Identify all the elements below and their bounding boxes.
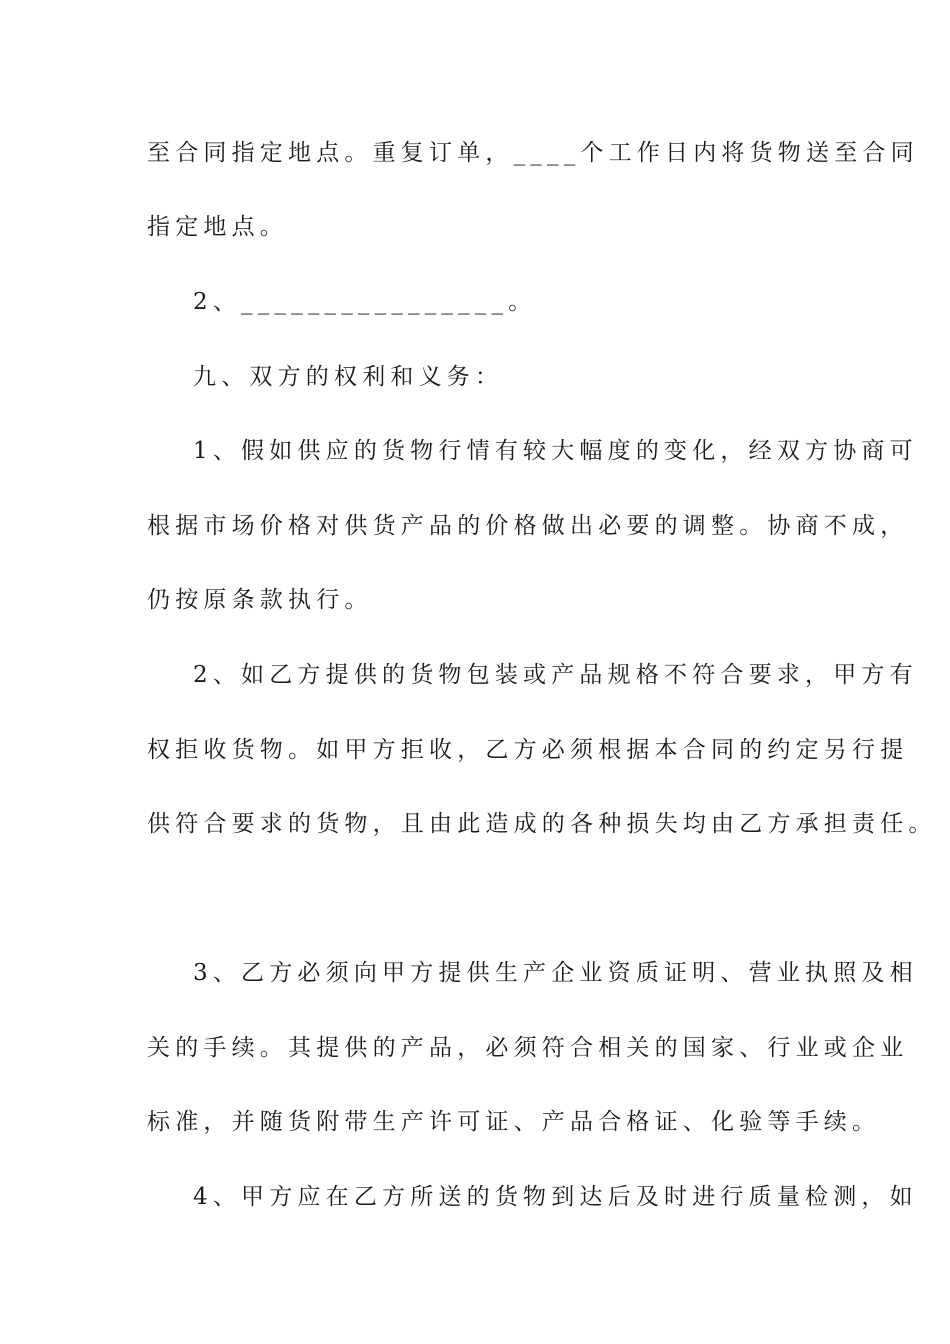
text-line: 2、________________。: [193, 289, 537, 315]
section-heading: 九、双方的权利和义务：: [193, 364, 504, 390]
text-line: 至合同指定地点。重复订单，____个工作日内将货物送至合同: [147, 140, 919, 166]
text-line: 4、甲方应在乙方所送的货物到达后及时进行质量检测，如: [193, 1184, 918, 1210]
text-line: 关的手续。其提供的产品，必须符合相关的国家、行业或企业: [147, 1035, 909, 1061]
text-line: 标准，并随货附带生产许可证、产品合格证、化验等手续。: [147, 1109, 881, 1135]
text-line: 根据市场价格对供货产品的价格做出必要的调整。协商不成，: [147, 513, 909, 539]
text-line: 2、如乙方提供的货物包装或产品规格不符合要求，甲方有: [193, 662, 918, 688]
text-line: 供符合要求的货物，且由此造成的各种损失均由乙方承担责任。: [147, 811, 937, 837]
text-line: 仍按原条款执行。: [147, 587, 373, 613]
text-line: 1、假如供应的货物行情有较大幅度的变化，经双方协商可: [193, 438, 918, 464]
text-line: 权拒收货物。如甲方拒收，乙方必须根据本合同的约定另行提: [147, 737, 909, 763]
text-line: 3、乙方必须向甲方提供生产企业资质证明、营业执照及相: [193, 960, 918, 986]
text-line: 指定地点。: [147, 214, 288, 240]
